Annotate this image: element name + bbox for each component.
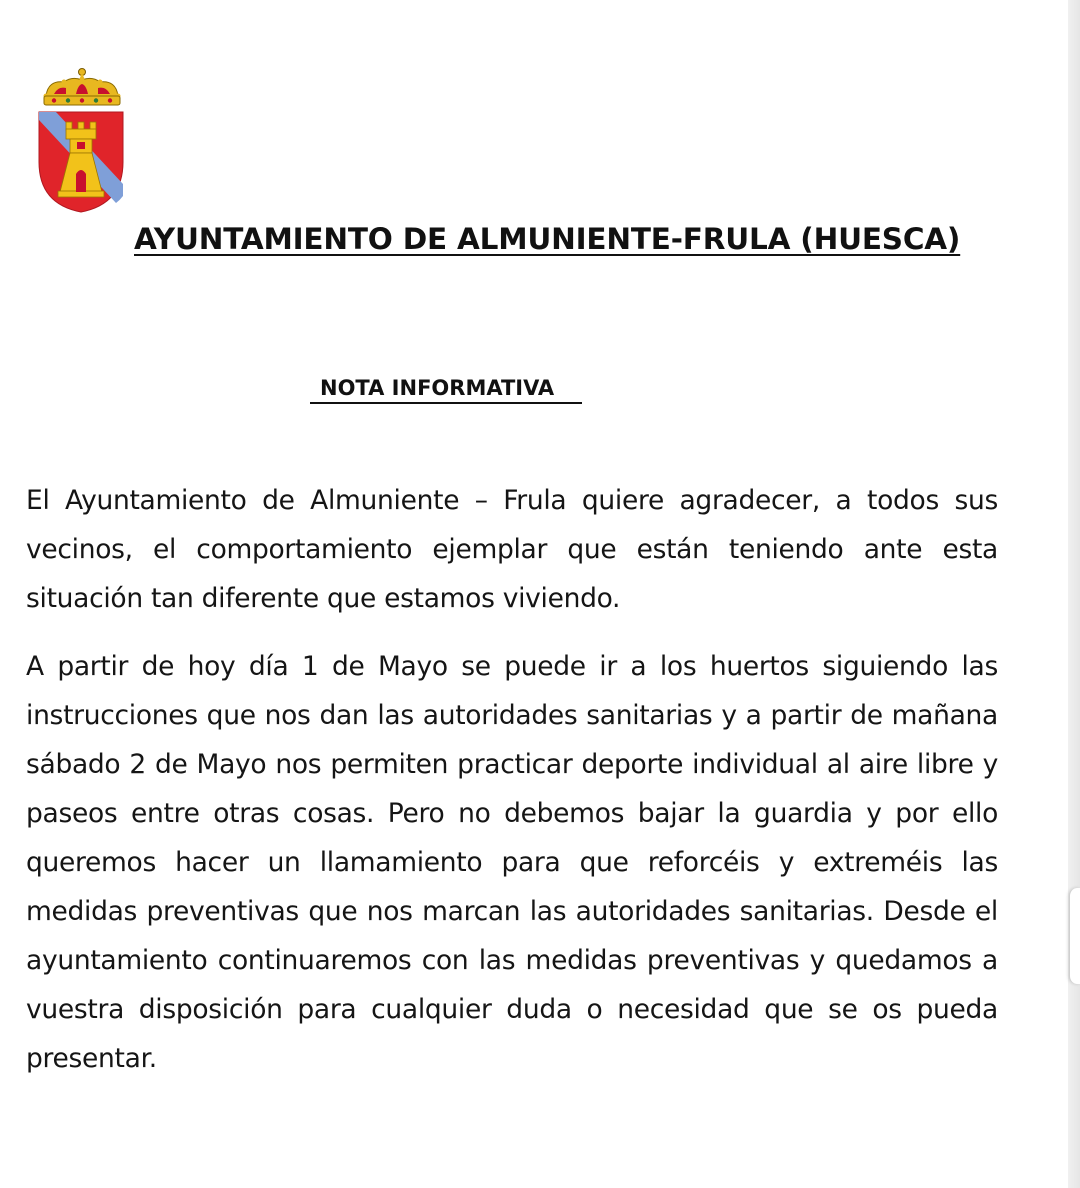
document-subtitle: NOTA INFORMATIVA [310,376,582,404]
paragraph-instructions: A partir de hoy día 1 de Mayo se puede ir a los huertos siguiendo las instrucciones que nos dan las autoridades sanitarias y a partir de mañana sábado 2 de Mayo nos permiten practicar deporte individual al aire libre y paseos entre otras cosas. Pero no debemos bajar la guardia y por ello queremos hacer un llamamiento para que reforcéis y extreméis las medidas preventivas que nos marcan las autoridades sanitarias. Desde el ayuntamiento continuaremos con las medidas preventivas y quedamos a vuestra disposición para cualquier duda o necesidad que se os pueda presentar. [26,651,998,1074]
page-title: AYUNTAMIENTO DE ALMUNIENTE-FRULA (HUESCA) [134,222,961,256]
paragraph-thanks: El Ayuntamiento de Almuniente – Frula quiere agradecer, a todos sus vecinos, el comportamiento ejemplar que están teniendo ante esta situación tan diferente que estamos viviendo. [26,485,998,614]
crown-icon [44,69,121,106]
shield-icon [39,112,123,212]
coat-of-arms-icon [36,66,126,214]
viewer-edge [1068,0,1080,1188]
edge-panel-handle[interactable] [1069,888,1080,984]
